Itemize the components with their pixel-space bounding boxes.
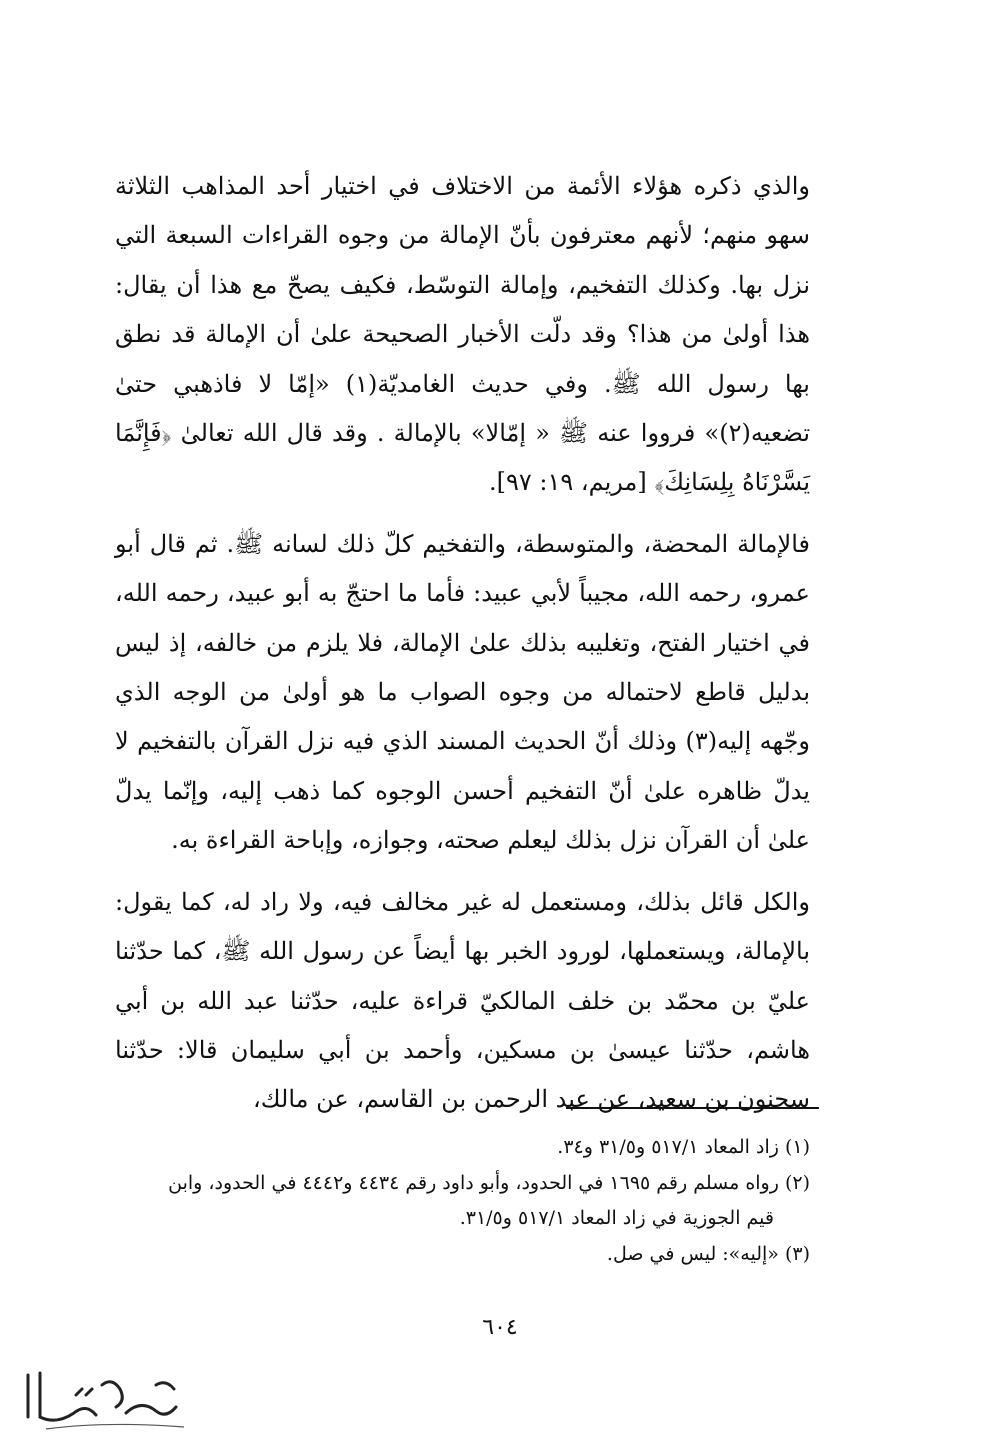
- footnotes: [115, 1130, 810, 1272]
- footnote-2-text: (٢) رواه مسلم رقم ١٦٩٥ في الحدود، وأبو داود رقم ٤٤٣٤ و٤٤٤٢ في الحدود، وابن: [168, 1171, 810, 1194]
- calligraphy-logo-icon: [16, 1355, 196, 1433]
- paragraph-2: فالإمالة المحضة، والمتوسطة، والتفخيم كلّ ذلك لسانه ﷺ. ثم قال أبو عمرو، رحمه الله، مجيباً لأبي عبيد: فأما ما احتجّ به أبو عبيد، رحمه الله، في اختيار الفتح، وتغليبه بذلك علىٰ الإمالة، فلا يلزم من خالفه، إذ ليس بدليل قاطع لاحتماله من وجوه الصواب ما هو أولىٰ من الوجه الذي وجّهه إليه(٣) وذلك أنّ الحديث المسند الذي فيه نزل القرآن بالتفخيم لا يدلّ ظاهره علىٰ أنّ التفخيم أحسن الوجوه كما ذهب إليه، وإنّما يدلّ علىٰ أن القرآن نزل بذلك ليعلم صحته، وجوازه، وإباحة القراءة به.: [115, 529, 811, 855]
- footnote-divider: [566, 1107, 819, 1109]
- footnote-1-text: (١) زاد المعاد ٥١٧/١ و٣١/٥ و٣٤.: [557, 1136, 810, 1158]
- paragraph-1: والذي ذكره هؤلاء الأئمة من الاختلاف في اختيار أحد المذاهب الثلاثة سهو منهم؛ لأنهم معترفون بأنّ الإمالة من وجوه القراءات السبعة التي نزل بها. وكذلك التفخيم، وإمالة التوسّط، فكيف يصحّ مع هذا أن يقال: هذا أولىٰ من هذا؟ وقد دلّت الأخبار الصحيحة علىٰ أن الإمالة قد نطق بها رسول الله ﷺ. وفي حديث الغامديّة(١) «إمّا لا فاذهبي حتىٰ تضعيه(٢)» فرووا عنه ﷺ « إمّالا» بالإمالة . وقد قال الله تعالىٰ ﴿فَإِنَّمَا يَسَّرْنَاهُ بِلِسَانِكَ﴾ [مريم، ١٩: ٩٧].: [115, 172, 810, 497]
- page-number: ٦٠٤: [482, 1315, 518, 1340]
- footnote-3: [115, 1237, 810, 1273]
- paragraph-3: والكل قائل بذلك، ومستعمل له غير مخالف فيه، ولا راد له، كما يقول: بالإمالة، ويستعملها، لورود الخبر بها أيضاً عن رسول الله ﷺ، كما حدّثنا عليّ بن محمّد بن خلف المالكيّ قراءة عليه، حدّثنا عبد الله بن أبي هاشم، حدّثنا عيسىٰ بن مسكين، وأحمد بن أبي سليمان قالا: حدّثنا سحنون بن سعيد، عن عبد الرحمن بن القاسم، عن مالك،: [115, 887, 810, 1114]
- footnote-2: [115, 1166, 810, 1237]
- footnote-1: [115, 1130, 810, 1166]
- footnote-3-text: (٣) «إليه»: ليس في صل.: [606, 1242, 810, 1265]
- library-logo: [16, 1355, 196, 1433]
- footnote-2-continuation: قيم الجوزية في زاد المعاد ٥١٧/١ و٣١/٥.: [459, 1207, 774, 1229]
- main-text: [115, 162, 810, 1125]
